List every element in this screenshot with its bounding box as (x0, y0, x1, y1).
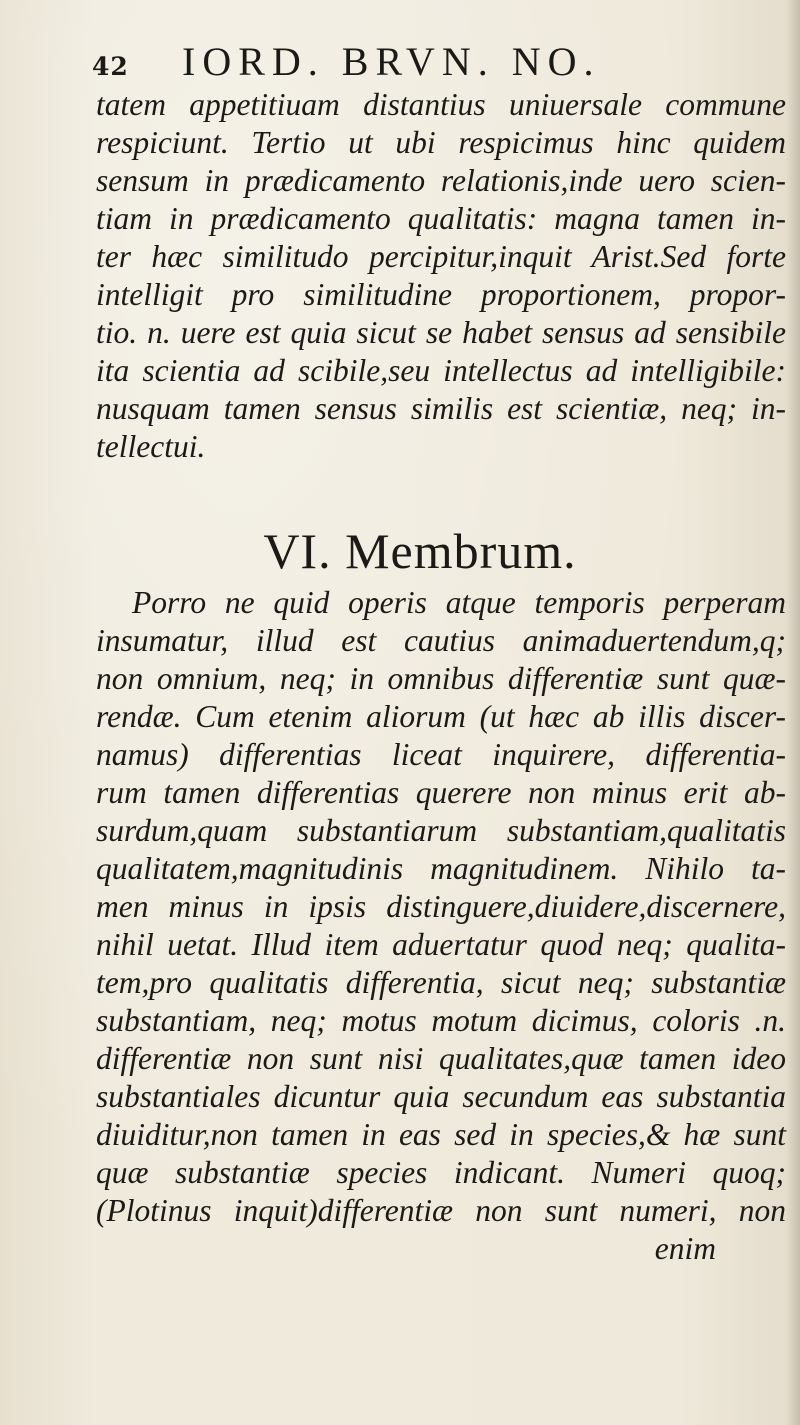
section-heading: VI. Membrum. (263, 523, 577, 579)
text-line: ter hæc similitudo percipitur,inquit Arist.Sed forte (96, 239, 786, 274)
text-line: ita scientia ad scibile,seu intellectus ad intelligibile: (96, 353, 786, 388)
text-line: tellectui. (96, 429, 206, 464)
paragraph-2 (96, 584, 786, 1268)
text-line: qualitatem,magnitudinis magnitudinem. Nihilo ta- (96, 851, 786, 886)
text-line: tem,pro qualitatis differentia, sicut neq; substantiæ (96, 965, 786, 1000)
text-line: respiciunt. Tertio ut ubi respicimus hinc quidem (96, 125, 786, 160)
text-line: nusquam tamen sensus similis est scientiæ, neq; in- (96, 391, 786, 426)
text-line: sensum in prædicamento relationis,inde uero scien- (96, 163, 786, 198)
text-line: rendæ. Cum etenim aliorum (ut hæc ab illis discer- (96, 699, 786, 734)
text-line: nihil uetat. Illud item aduertatur quod neq; qualita- (96, 927, 786, 962)
text-line: non omnium, neq; in omnibus differentiæ sunt quæ- (96, 661, 786, 696)
running-head: IORD. BRVN. NO. (182, 39, 601, 84)
text-line: tiam in prædicamento qualitatis: magna tamen in- (96, 201, 786, 236)
text-line: substantiales dicuntur quia secundum eas substantia (96, 1079, 786, 1114)
text-line: Porro ne quid operis atque temporis perperam (132, 585, 786, 620)
text-line: surdum,quam substantiarum substantiam,qualitatis (96, 813, 786, 848)
text-line: tio. n. uere est quia sicut se habet sensus ad sensibile (96, 315, 786, 350)
text-line: insumatur, illud est cautius animaduertendum,q; (96, 623, 786, 658)
text-line: intelligit pro similitudine proportionem, propor- (96, 277, 786, 312)
text-line: tatem appetitiuam distantius uniuersale commune (96, 87, 786, 122)
page-number: 42 (92, 52, 129, 81)
text-line: namus) differentias liceat inquirere, differentia- (96, 737, 786, 772)
text-line: differentiæ non sunt nisi qualitates,quæ tamen ideo (96, 1041, 786, 1076)
text-line: (Plotinus inquit)differentiæ non sunt numeri, non (96, 1193, 786, 1228)
text-line: rum tamen differentias querere non minus erit ab- (96, 775, 786, 810)
catchword: enim (654, 1231, 716, 1266)
page-edge-shadow (786, 0, 800, 1425)
paragraph-1 (96, 86, 786, 466)
text-line: diuiditur,non tamen in eas sed in species,& hæ sunt (96, 1117, 786, 1152)
text-line: quæ substantiæ species indicant. Numeri quoq; (96, 1155, 786, 1190)
text-line: men minus in ipsis distinguere,diuidere,discernere, (96, 889, 786, 924)
text-line: substantiam, neq; motus motum dicimus, coloris .n. (96, 1003, 786, 1038)
